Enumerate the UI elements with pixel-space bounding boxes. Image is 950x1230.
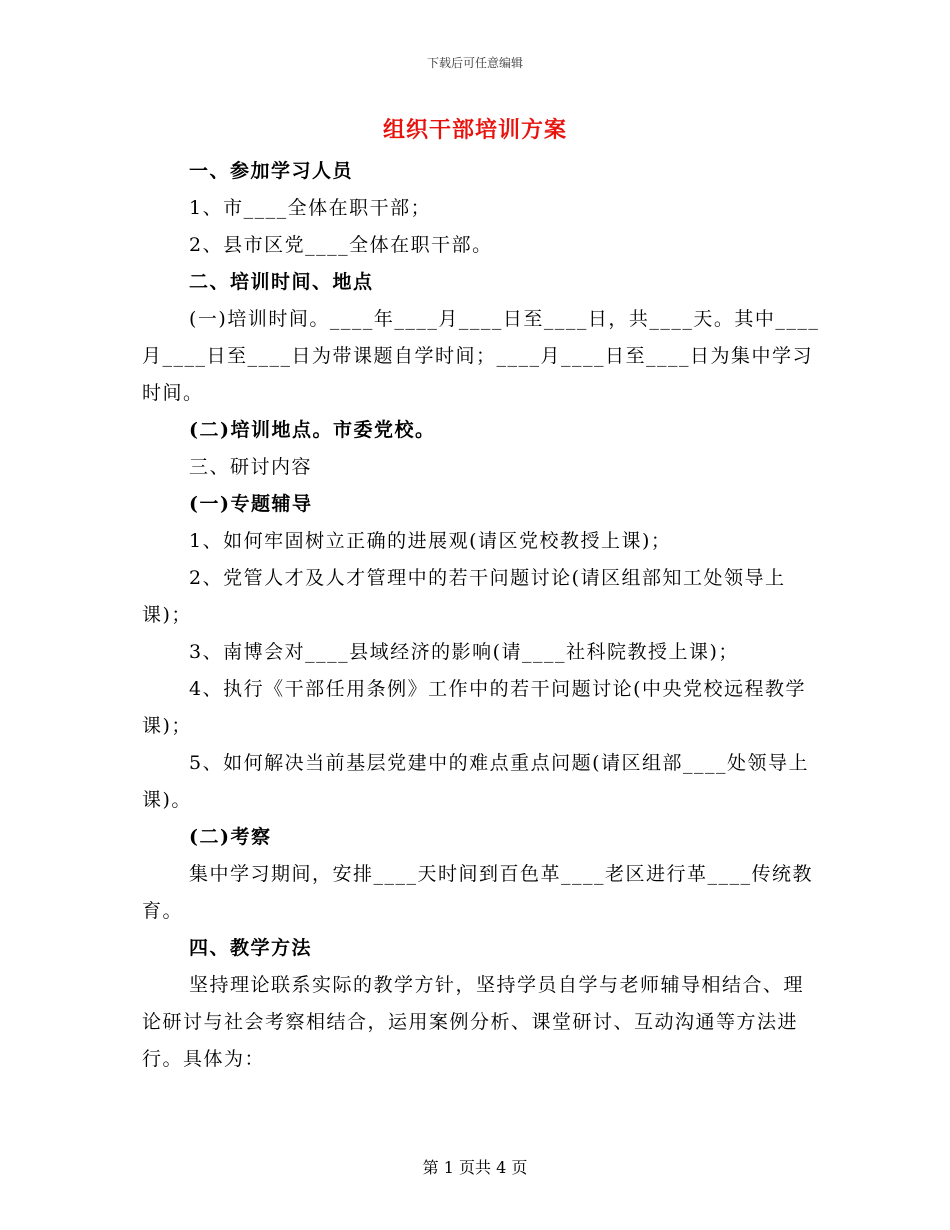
paragraph: 一、参加学习人员	[189, 160, 354, 182]
page-number: 第 1 页共 4 页	[422, 1158, 528, 1177]
paragraph: 二、培训时间、地点	[189, 271, 374, 293]
paragraph: 4、执行《干部任用条例》工作中的若干问题讨论(中央党校远程教学课)；	[142, 678, 807, 737]
paragraph: 5、如何解决当前基层党建中的难点重点问题(请区组部____处领导上课)。	[142, 752, 810, 811]
paragraph: 3、南博会对____县域经济的影响(请____社科院教授上课)；	[189, 641, 739, 663]
paragraph: (二)培训地点。市委党校。	[189, 419, 436, 441]
paragraph: 1、如何牢固树立正确的进展观(请区党校教授上课)；	[189, 530, 672, 552]
paragraph: (一)培训时间。____年____月____日至____日，共____天。其中____月____日至____日为带课题自学时间；____月____日至____日为集中学习时间。	[142, 308, 820, 404]
paragraph: 2、县市区党____全体在职干部。	[189, 234, 493, 256]
paragraph: 坚持理论联系实际的教学方针，坚持学员自学与老师辅导相结合、理论研讨与社会考察相结合，运用案例分析、课堂研讨、互动沟通等方法进行。具体为：	[142, 974, 805, 1070]
page-header-note: 下载后可任意编辑	[426, 56, 523, 70]
paragraph: 集中学习期间，安排____天时间到百色革____老区进行革____传统教育。	[142, 863, 814, 922]
paragraph: (二)考察	[189, 826, 272, 848]
document-body	[142, 153, 822, 1078]
paragraph: 1、市____全体在职干部；	[189, 197, 432, 219]
paragraph: 2、党管人才及人才管理中的若干问题讨论(请区组部知工处领导上课)；	[142, 567, 786, 626]
document-title: 组织干部培训方案	[382, 117, 567, 143]
paragraph: 四、教学方法	[189, 937, 313, 959]
paragraph: (一)专题辅导	[189, 493, 313, 515]
paragraph: 三、研讨内容	[189, 456, 313, 478]
